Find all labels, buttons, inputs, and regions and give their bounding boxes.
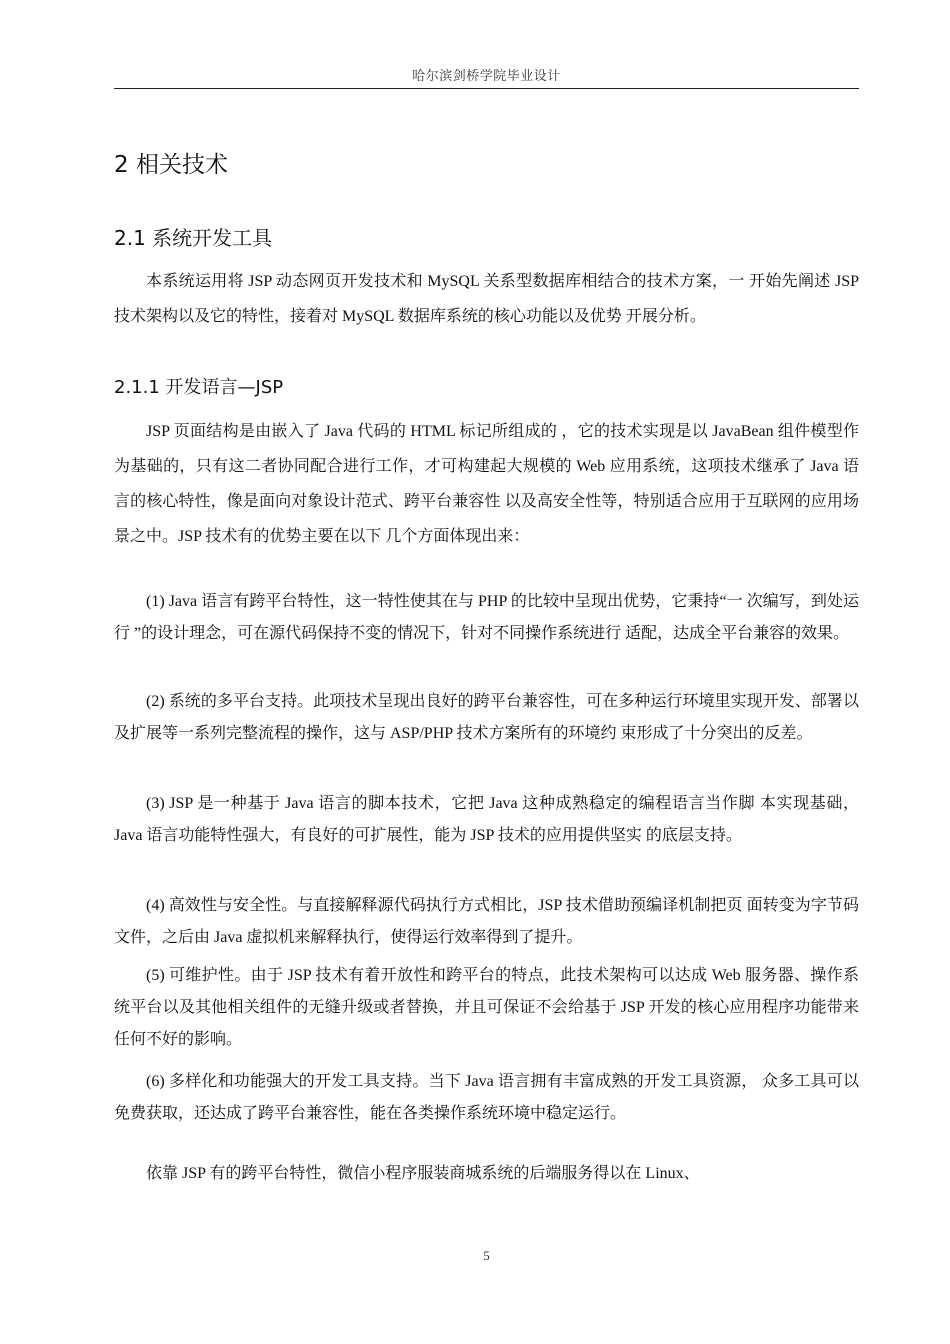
chapter-heading: 2 相关技术 — [114, 152, 228, 178]
subsection-heading: 2.1.1 开发语言—JSP — [114, 377, 284, 398]
advantage-point-4: (4) 高效性与安全性。与直接解释源代码执行方式相比，JSP 技术借助预编译机制把页 面转变为字节码文件，之后由 Java 虚拟机来解释执行，使得运行效率得到了提升。 — [114, 897, 859, 946]
section-heading: 2.1 系统开发工具 — [114, 226, 273, 250]
subsection-intro-paragraph: JSP 页面结构是由嵌入了 Java 代码的 HTML 标记所组成的 ，它的技术实现是以 JavaBean 组件模型作为基础的，只有这二者协同配合进行工作，才可构建起大规模的 Web 应用系统，这项技术继承了 Java 语言的核心特性，像是面向对象设计范式、跨平台兼容性 以及高安全性等，特别适合应用于互联网的应用场景之中。JSP 技术有的优势主要在以下 几个方面体现出来： — [114, 423, 859, 545]
closing-paragraph: 依靠 JSP 有的跨平台特性，微信小程序服装商城系统的后端服务得以在 Linux、 — [146, 1165, 700, 1182]
section-intro-paragraph: 本系统运用将 JSP 动态网页开发技术和 MySQL 关系型数据库相结合的技术方案，一 开始先阐述 JSP 技术架构以及它的特性，接着对 MySQL 数据库系统的核心功能以及优势 开展分析。 — [114, 273, 859, 325]
advantage-point-3: (3) JSP 是一种基于 Java 语言的脚本技术，它把 Java 这种成熟稳定的编程语言当作脚 本实现基础，Java 语言功能特性强大，有良好的可扩展性，能为 JSP 技术的应用提供坚实 的底层支持。 — [114, 795, 859, 844]
page-number: 5 — [483, 1248, 490, 1263]
running-header: 哈尔滨剑桥学院毕业设计 — [412, 68, 561, 83]
advantage-point-5: (5) 可维护性。由于 JSP 技术有着开放性和跨平台的特点，此技术架构可以达成 Web 服务器、操作系统平台以及其他相关组件的无缝升级或者替换，并且可保证不会给基于 JSP 开发的核心应用程序功能带来任何不好的影响。 — [114, 967, 859, 1048]
advantage-point-1: (1) Java 语言有跨平台特性，这一特性使其在与 PHP 的比较中呈现出优势，它秉持“一 次编写，到处运行 ”的设计理念，可在源代码保持不变的情况下，针对不同操作系统进行 适配，达成全平台兼容的效果。 — [114, 593, 859, 642]
header-rule — [114, 88, 859, 89]
advantage-point-2: (2) 系统的多平台支持。此项技术呈现出良好的跨平台兼容性，可在多种运行环境里实现开发、部署以及扩展等一系列完整流程的操作，这与 ASP/PHP 技术方案所有的环境约 束形成了十分突出的反差。 — [114, 693, 859, 742]
advantage-point-6: (6) 多样化和功能强大的开发工具支持。当下 Java 语言拥有丰富成熟的开发工具资源， 众多工具可以免费获取，还达成了跨平台兼容性，能在各类操作系统环境中稳定运行。 — [114, 1073, 859, 1122]
